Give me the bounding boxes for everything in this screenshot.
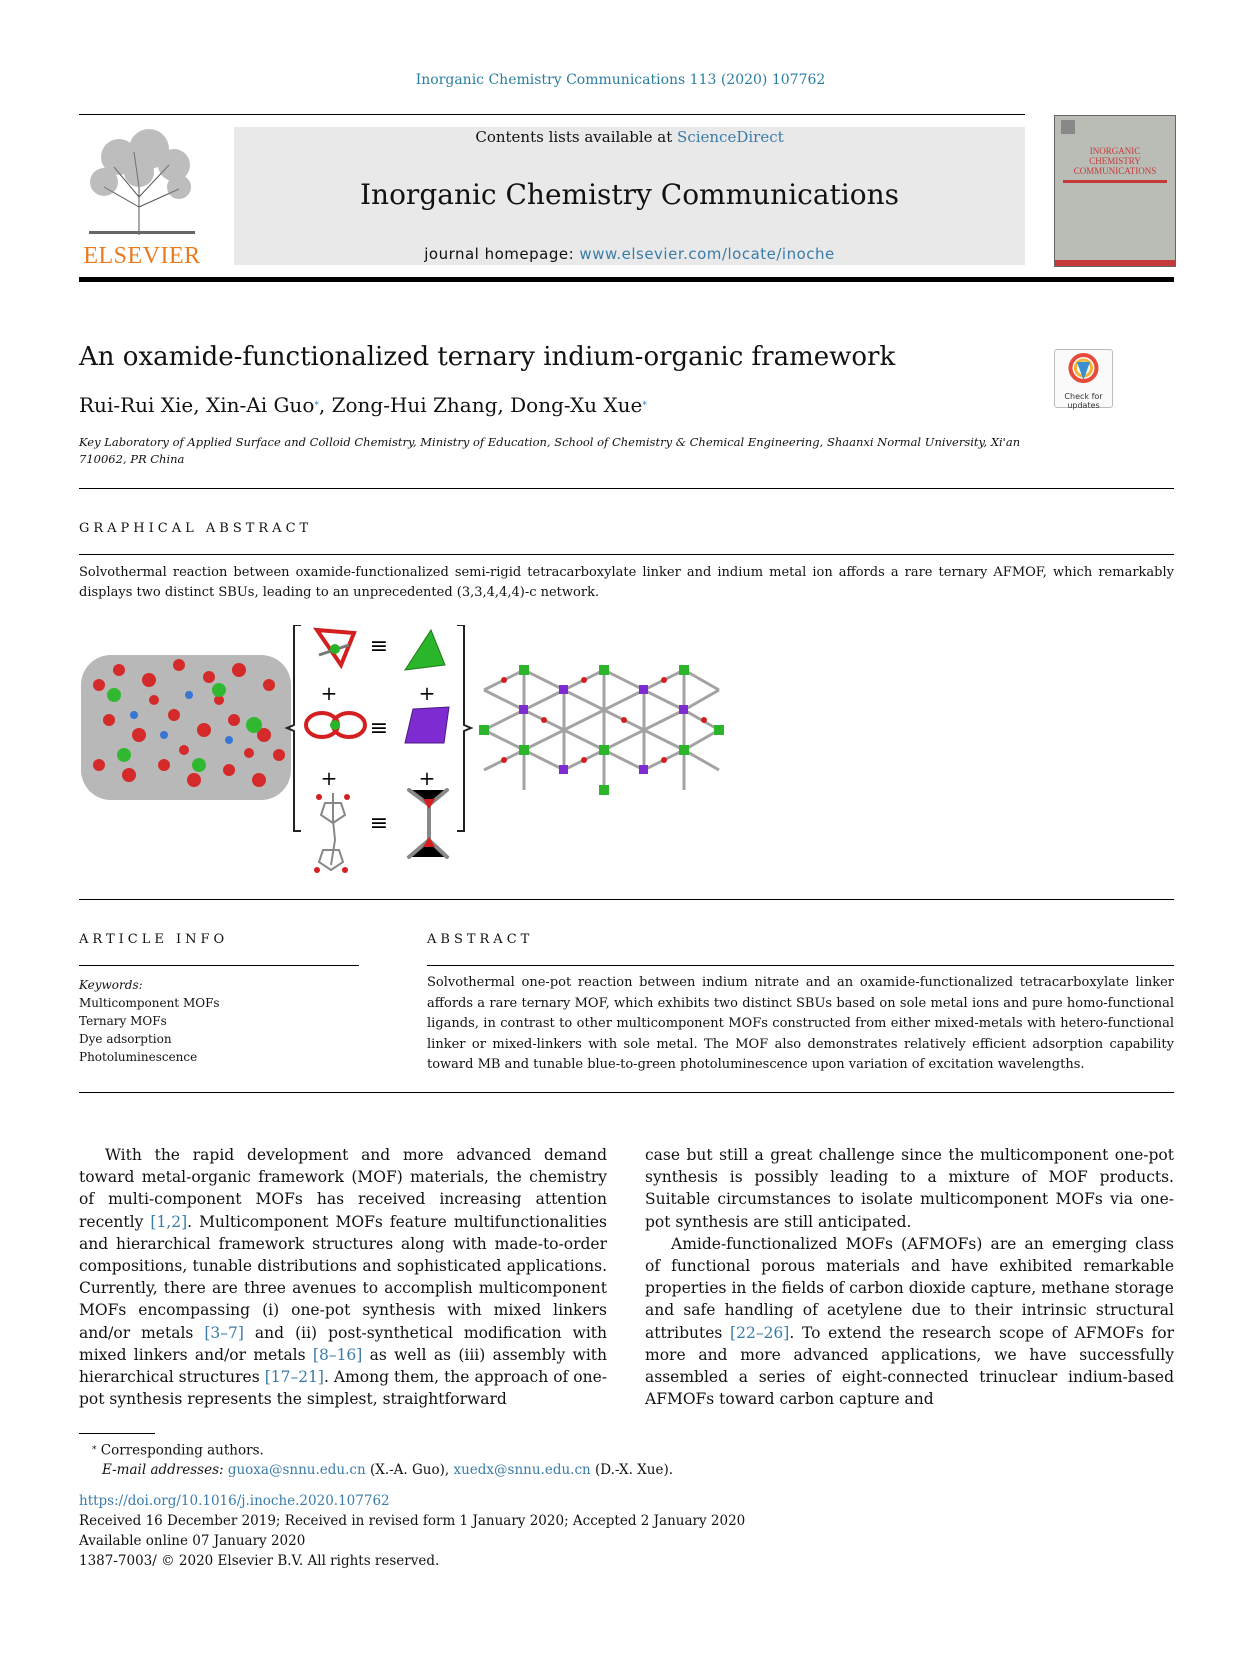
cover-badge [1061, 120, 1075, 134]
available-online: Available online 07 January 2020 [79, 1533, 306, 1549]
body-text: . Multicomponent MOFs feature multifunctionalities and hierarchical framework structures along with made-to-order compositions, tunable distributions and sophisticated applications. Currently, there are three avenues to accomplish multicomponent MOFs encompassing (i) one-pot synthesis with mixed linkers and/or metals [79, 1212, 607, 1342]
header-rule [79, 114, 1025, 115]
author-separator: , [193, 393, 206, 417]
cover-stripe [1063, 180, 1167, 183]
author-name: Zong-Hui Zhang [331, 393, 498, 417]
footnote-marker: ⁎ [92, 1442, 97, 1452]
plus-symbol: + [418, 681, 436, 705]
homepage-link[interactable]: www.elsevier.com/locate/inoche [579, 245, 835, 263]
email-owner: (D.-X. Xue). [590, 1461, 674, 1478]
graphical-abstract-heading: GRAPHICAL ABSTRACT [79, 521, 313, 536]
network-topology [484, 670, 719, 790]
author-affiliation: Key Laboratory of Applied Surface and Colloid Chemistry, Ministry of Education, School of Chemistry & Chemical Engineering, Shaanxi Normal University, Xi'an 710062, PR China [79, 435, 1021, 466]
packed-framework [81, 655, 291, 800]
check-updates-icon [1055, 350, 1112, 388]
cover-title [1055, 146, 1175, 176]
sciencedirect-link[interactable]: ScienceDirect [677, 128, 784, 146]
network-green-nodes [479, 665, 724, 795]
cover-title-line: COMMUNICATIONS [1073, 166, 1157, 176]
footnotes [92, 1438, 673, 1480]
author-separator: , [497, 393, 511, 417]
section-rule [79, 1092, 1174, 1093]
publication-info [79, 1491, 745, 1571]
plus-symbol: + [320, 766, 338, 790]
plus-symbol: + [418, 766, 436, 790]
doi-link[interactable]: https://doi.org/10.1016/j.inoche.2020.107762 [79, 1493, 390, 1509]
plus-symbol: + [320, 681, 338, 705]
footnote-rule [79, 1433, 155, 1434]
equivalence-symbol: ≡ [369, 811, 389, 836]
corresponding-note [92, 1438, 673, 1461]
linker-molecule [319, 793, 345, 870]
author-name: Rui-Rui Xie [79, 393, 194, 417]
body-paragraph [645, 1233, 1174, 1411]
cover-footer-stripe [1055, 260, 1175, 266]
square-node [405, 707, 449, 743]
email-note [92, 1461, 673, 1480]
elsevier-wordmark: ELSEVIER [83, 243, 201, 269]
reference-link[interactable]: [22–26] [730, 1323, 790, 1342]
received-dates: Received 16 December 2019; Received in revised form 1 January 2020; Accepted 2 January 2020 [79, 1513, 746, 1529]
section-rule [79, 488, 1174, 489]
article-title: An oxamide-functionalized ternary indium-organic framework [79, 342, 896, 372]
graphical-abstract-text: Solvothermal reaction between oxamide-functionalized semi-rigid tetracarboxylate linker and indium metal ion affords a rare ternary AFMOF, which remarkably displays two distinct SBUs, leading to an unprecedented (3,3,4,4,4)-c network. [79, 565, 1174, 600]
equivalence-symbol: ≡ [369, 634, 389, 659]
check-updates-label [1055, 392, 1112, 410]
keywords-label: Keywords: [79, 978, 143, 992]
journal-cover-thumbnail[interactable] [1054, 115, 1176, 267]
graphical-abstract-figure[interactable] [79, 625, 759, 883]
body-text: Amide-functionalized MOFs (AFMOFs) are an emerging class of functional porous materials and have exhibited remarkable properties in the fields of carbon dioxide capture, methane storage and safe handling of acetylene due to their intrinsic structural attributes [645, 1234, 1174, 1342]
author-name: Dong-Xu Xue [510, 393, 643, 417]
author-list [79, 393, 647, 417]
body-text: With the rapid development and more advanced demand toward metal-organic framework (MOF) materials, the chemistry of multi-component MOFs has received increasing attention recently [79, 1146, 607, 1231]
keyword-item: Ternary MOFs [79, 1014, 167, 1028]
homepage-prefix: journal homepage: [424, 245, 580, 263]
body-text: and (ii) post-synthetical modification with mixed linkers and/or metals [79, 1323, 607, 1364]
journal-citation[interactable]: Inorganic Chemistry Communications 113 (2020) 107762 [415, 72, 826, 88]
contents-line [234, 128, 1025, 146]
section-rule [79, 899, 1174, 900]
cover-title-line: CHEMISTRY [1089, 156, 1141, 166]
reference-link[interactable]: [8–16] [312, 1345, 363, 1364]
corresponding-text: Corresponding authors. [96, 1442, 264, 1459]
left-bracket [287, 625, 301, 831]
section-rule [427, 965, 1174, 966]
check-updates-line: updates [1067, 401, 1100, 410]
header-thick-rule [79, 277, 1174, 282]
email-label: E-mail addresses: [102, 1461, 228, 1478]
tetrahedron-node [405, 630, 445, 670]
email-owner: (X.-A. Guo), [365, 1461, 454, 1478]
right-bracket [457, 625, 471, 831]
copyright: 1387-7003/ © 2020 Elsevier B.V. All rights reserved. [79, 1553, 440, 1569]
keyword-item: Multicomponent MOFs [79, 996, 220, 1010]
reference-link[interactable]: [3–7] [204, 1323, 244, 1342]
journal-homepage [234, 245, 1025, 263]
body-text: . Among them, the approach of one-pot synthesis represents the simplest, straightforward [79, 1368, 607, 1409]
reference-link[interactable]: [1,2] [150, 1212, 188, 1231]
journal-title: Inorganic Chemistry Communications [359, 178, 900, 211]
abstract-text: Solvothermal one-pot reaction between indium nitrate and an oxamide-functionalized tetracarboxylate linker affords a rare ternary MOF, which exhibits two distinct SBUs based on sole metal ions and pure homo-functional ligands, in contrast to other multicomponent MOFs constructed from either mixed-metals with hetero-functional linker or mixed-linkers with sole metal. The MOF also demonstrates relatively efficient adsorption capability toward MB and tunable blue-to-green photoluminescence upon variation of excitation wavelengths. [427, 975, 1174, 1072]
body-paragraph: case but still a great challenge since the multicomponent one-pot synthesis is possibly leading to a mixture of MOF products. Suitable circumstances to isolate multicomponent MOFs via one-pot synthesis are still anticipated. [645, 1146, 1174, 1231]
section-rule [79, 554, 1174, 555]
mof-structure-illustration [79, 625, 759, 883]
keyword-item: Photoluminescence [79, 1050, 198, 1064]
check-updates-line: Check for [1064, 392, 1103, 401]
cover-title-line: INORGANIC [1089, 146, 1141, 156]
contents-prefix: Contents lists available at [475, 128, 678, 146]
equivalence-symbol: ≡ [369, 716, 389, 741]
body-text: as well as (iii) assembly with hierarchical structures [79, 1345, 607, 1387]
email-link[interactable]: guoxa@snnu.edu.cn [227, 1461, 366, 1478]
body-column-left [79, 1144, 607, 1410]
body-text: . To extend the research scope of AFMOFs for more and more advanced applications, we have successfully assembled a series of eight-connected trinuclear indium-based AFMOFs toward carbon capture and [645, 1323, 1174, 1409]
keywords-block [79, 976, 220, 1066]
reference-link[interactable]: [17–21] [264, 1368, 324, 1387]
author-name: Xin-Ai Guo [205, 393, 315, 417]
corresponding-author-marker[interactable]: ⁎ [314, 397, 319, 408]
email-link[interactable]: xuedx@snnu.edu.cn [453, 1461, 591, 1478]
sbu-indium-cluster-1 [317, 630, 354, 665]
keyword-item: Dye adsorption [79, 1032, 172, 1046]
section-rule [79, 965, 359, 966]
article-info-heading: ARTICLE INFO [79, 932, 229, 947]
sbu-indium-cluster-2 [306, 713, 365, 737]
author-separator: , [318, 393, 332, 417]
check-for-updates-button[interactable] [1054, 349, 1113, 408]
abstract-heading: ABSTRACT [427, 932, 534, 947]
body-column-right [645, 1144, 1174, 1410]
corresponding-author-marker[interactable]: ⁎ [642, 397, 647, 408]
